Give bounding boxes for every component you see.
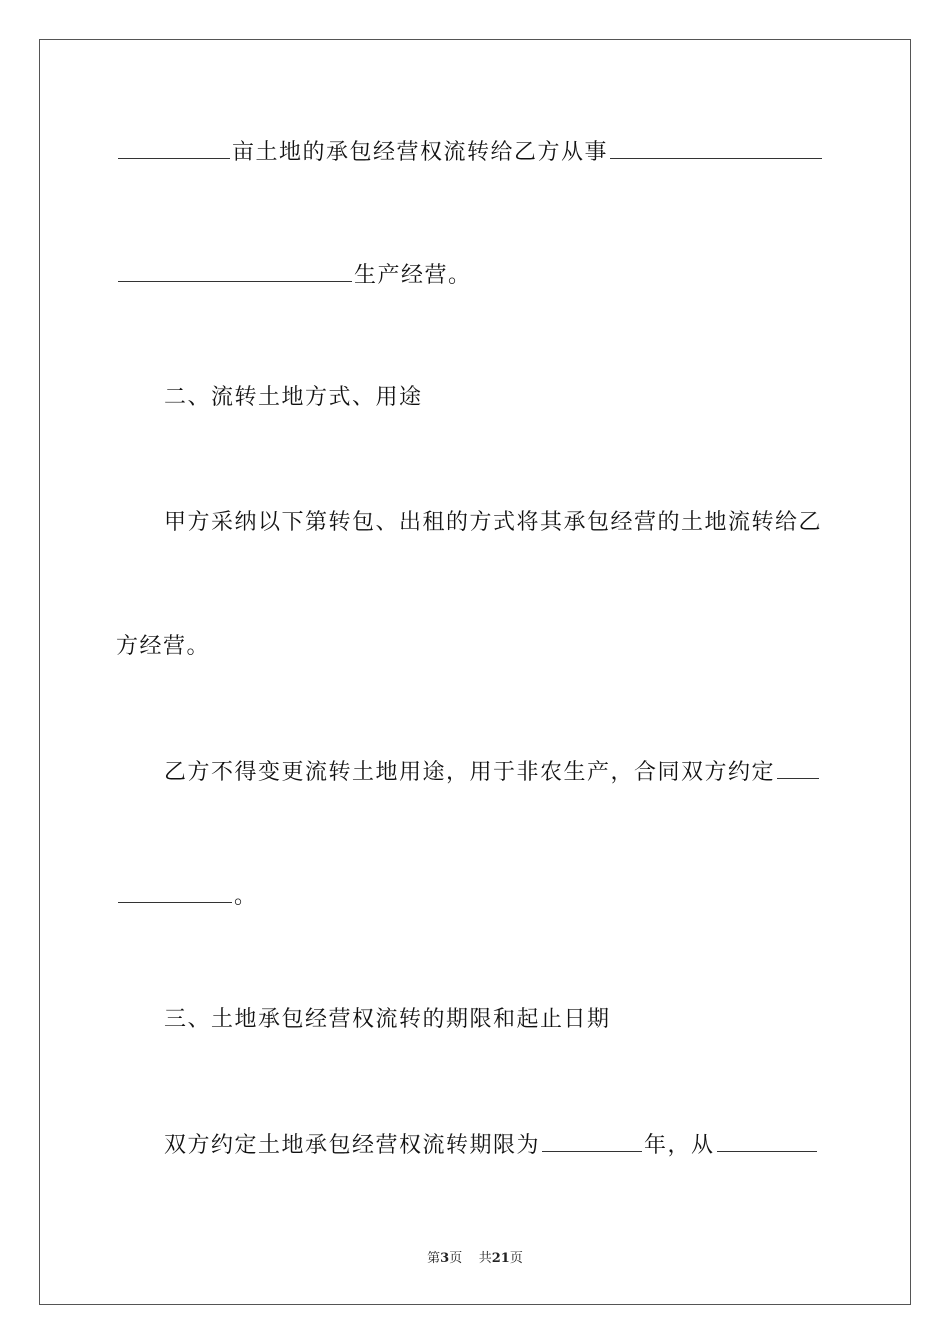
section-heading-3: 三、土地承包经营权流转的期限和起止日期 (164, 1007, 611, 1032)
paragraph-line-5 (164, 756, 821, 788)
total-page-number: 21 (491, 1251, 510, 1266)
blank-field[interactable] (118, 880, 232, 903)
paragraph-line-6 (116, 880, 258, 912)
blank-field[interactable] (717, 1129, 817, 1152)
paragraph-line-3: 甲方采纳以下第转包、出租的方式将其承包经营的土地流转给乙 (164, 510, 823, 535)
footer-total-unit: 页 (509, 1251, 523, 1266)
paragraph-line-4: 方经营。 (116, 634, 211, 659)
paragraph-line-2 (116, 259, 472, 291)
paragraph-text: 双方约定土地承包经营权流转期限为 (164, 1133, 541, 1158)
page-border (39, 39, 911, 1305)
paragraph-line-1 (116, 136, 824, 168)
paragraph-text: 。 (234, 884, 258, 909)
paragraph-text: 乙方不得变更流转土地用途，用于非农生产，合同双方约定 (164, 760, 776, 785)
section-heading-2: 二、流转土地方式、用途 (164, 385, 423, 410)
paragraph-line-7 (164, 1129, 819, 1161)
blank-field[interactable] (542, 1129, 642, 1152)
blank-field[interactable] (118, 136, 230, 159)
paragraph-text: 亩土地的承包经营权流转给乙方从事 (232, 140, 609, 165)
footer-page-unit: 页 (449, 1251, 463, 1266)
blank-field[interactable] (777, 756, 819, 779)
paragraph-text: 年，从 (644, 1133, 715, 1158)
blank-field[interactable] (610, 136, 822, 159)
footer-prefix: 第 (427, 1251, 441, 1266)
blank-field[interactable] (118, 259, 352, 282)
page-footer (0, 1247, 950, 1266)
footer-total-prefix: 共 (478, 1251, 492, 1266)
current-page-number: 3 (440, 1251, 450, 1266)
paragraph-text: 生产经营。 (354, 263, 472, 288)
